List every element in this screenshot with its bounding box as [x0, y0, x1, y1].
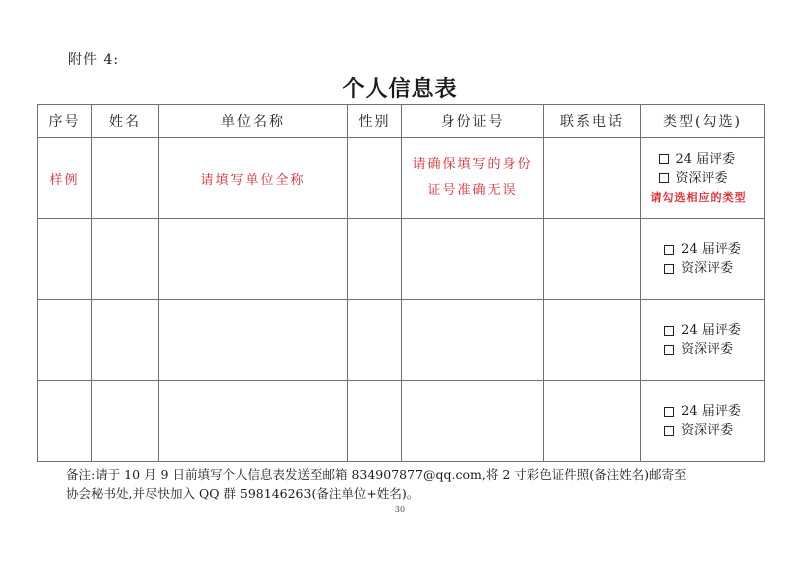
attachment-label: 附件 4: — [68, 52, 120, 68]
type-option-senior-judge[interactable]: 资深评委 — [664, 340, 741, 359]
checkbox-icon[interactable] — [664, 245, 674, 255]
phone-cell[interactable] — [544, 381, 641, 462]
name-cell[interactable] — [92, 300, 159, 381]
page-number: 30 — [394, 505, 406, 514]
type-cell — [641, 138, 765, 219]
index-cell[interactable] — [38, 219, 92, 300]
phone-cell[interactable] — [544, 138, 641, 219]
checkbox-icon[interactable] — [659, 154, 669, 164]
id-number-cell[interactable] — [402, 300, 544, 381]
checkbox-icon[interactable] — [664, 407, 674, 417]
type-option-senior-judge[interactable]: 资深评委 — [664, 259, 741, 278]
name-cell[interactable] — [92, 219, 159, 300]
header-phone: 联系电话 — [544, 105, 641, 138]
name-cell[interactable] — [92, 381, 159, 462]
footnote — [66, 465, 766, 503]
type-cell — [641, 381, 765, 462]
table-row-example — [38, 138, 765, 219]
example-id-number — [402, 138, 544, 219]
table-row — [38, 219, 765, 300]
type-option-24th-judge[interactable]: 24 届评委 — [664, 402, 741, 421]
checkbox-icon[interactable] — [664, 264, 674, 274]
type-hint: 请勾选相应的类型 — [650, 190, 747, 204]
table-row — [38, 300, 765, 381]
personal-info-table — [37, 104, 765, 462]
type-option-24th-judge[interactable]: 24 届评委 — [664, 321, 741, 340]
header-gender: 性别 — [348, 105, 402, 138]
header-unit: 单位名称 — [159, 105, 348, 138]
unit-cell[interactable] — [159, 381, 348, 462]
type-cell — [641, 219, 765, 300]
example-index: 样例 — [38, 138, 92, 219]
footnote-line2: 协会秘书处,并尽快加入 QQ 群 598146263(备注单位+姓名)。 — [66, 486, 420, 501]
header-id-number: 身份证号 — [402, 105, 544, 138]
id-number-cell[interactable] — [402, 219, 544, 300]
footnote-line1: 备注:请于 10 月 9 日前填写个人信息表发送至邮箱 834907877@qq.com,将 2 寸彩色证件照(备注姓名)邮寄至 — [66, 467, 687, 482]
page-title: 个人信息表 — [342, 77, 458, 102]
type-option-24th-judge[interactable]: 24 届评委 — [664, 240, 741, 259]
gender-cell[interactable] — [348, 300, 402, 381]
table-row — [38, 381, 765, 462]
phone-cell[interactable] — [544, 219, 641, 300]
example-unit: 请填写单位全称 — [159, 138, 348, 219]
checkbox-icon[interactable] — [659, 173, 669, 183]
gender-cell[interactable] — [348, 219, 402, 300]
index-cell[interactable] — [38, 300, 92, 381]
checkbox-icon[interactable] — [664, 345, 674, 355]
unit-cell[interactable] — [159, 300, 348, 381]
header-index: 序号 — [38, 105, 92, 138]
index-cell[interactable] — [38, 381, 92, 462]
type-cell — [641, 300, 765, 381]
checkbox-icon[interactable] — [664, 426, 674, 436]
header-name: 姓名 — [92, 105, 159, 138]
type-option-24th-judge[interactable]: 24 届评委 — [659, 150, 747, 169]
header-type: 类型(勾选) — [641, 105, 765, 138]
id-number-cell[interactable] — [402, 381, 544, 462]
phone-cell[interactable] — [544, 300, 641, 381]
unit-cell[interactable] — [159, 219, 348, 300]
gender-cell[interactable] — [348, 381, 402, 462]
id-hint-line1: 请确保填写的身份 — [412, 157, 533, 172]
gender-cell[interactable] — [348, 138, 402, 219]
type-option-senior-judge[interactable]: 资深评委 — [664, 421, 741, 440]
table-header-row — [38, 105, 765, 138]
type-option-senior-judge[interactable]: 资深评委 — [659, 169, 747, 188]
name-cell[interactable] — [92, 138, 159, 219]
checkbox-icon[interactable] — [664, 326, 674, 336]
id-hint-line2: 证号准确无误 — [427, 183, 518, 198]
